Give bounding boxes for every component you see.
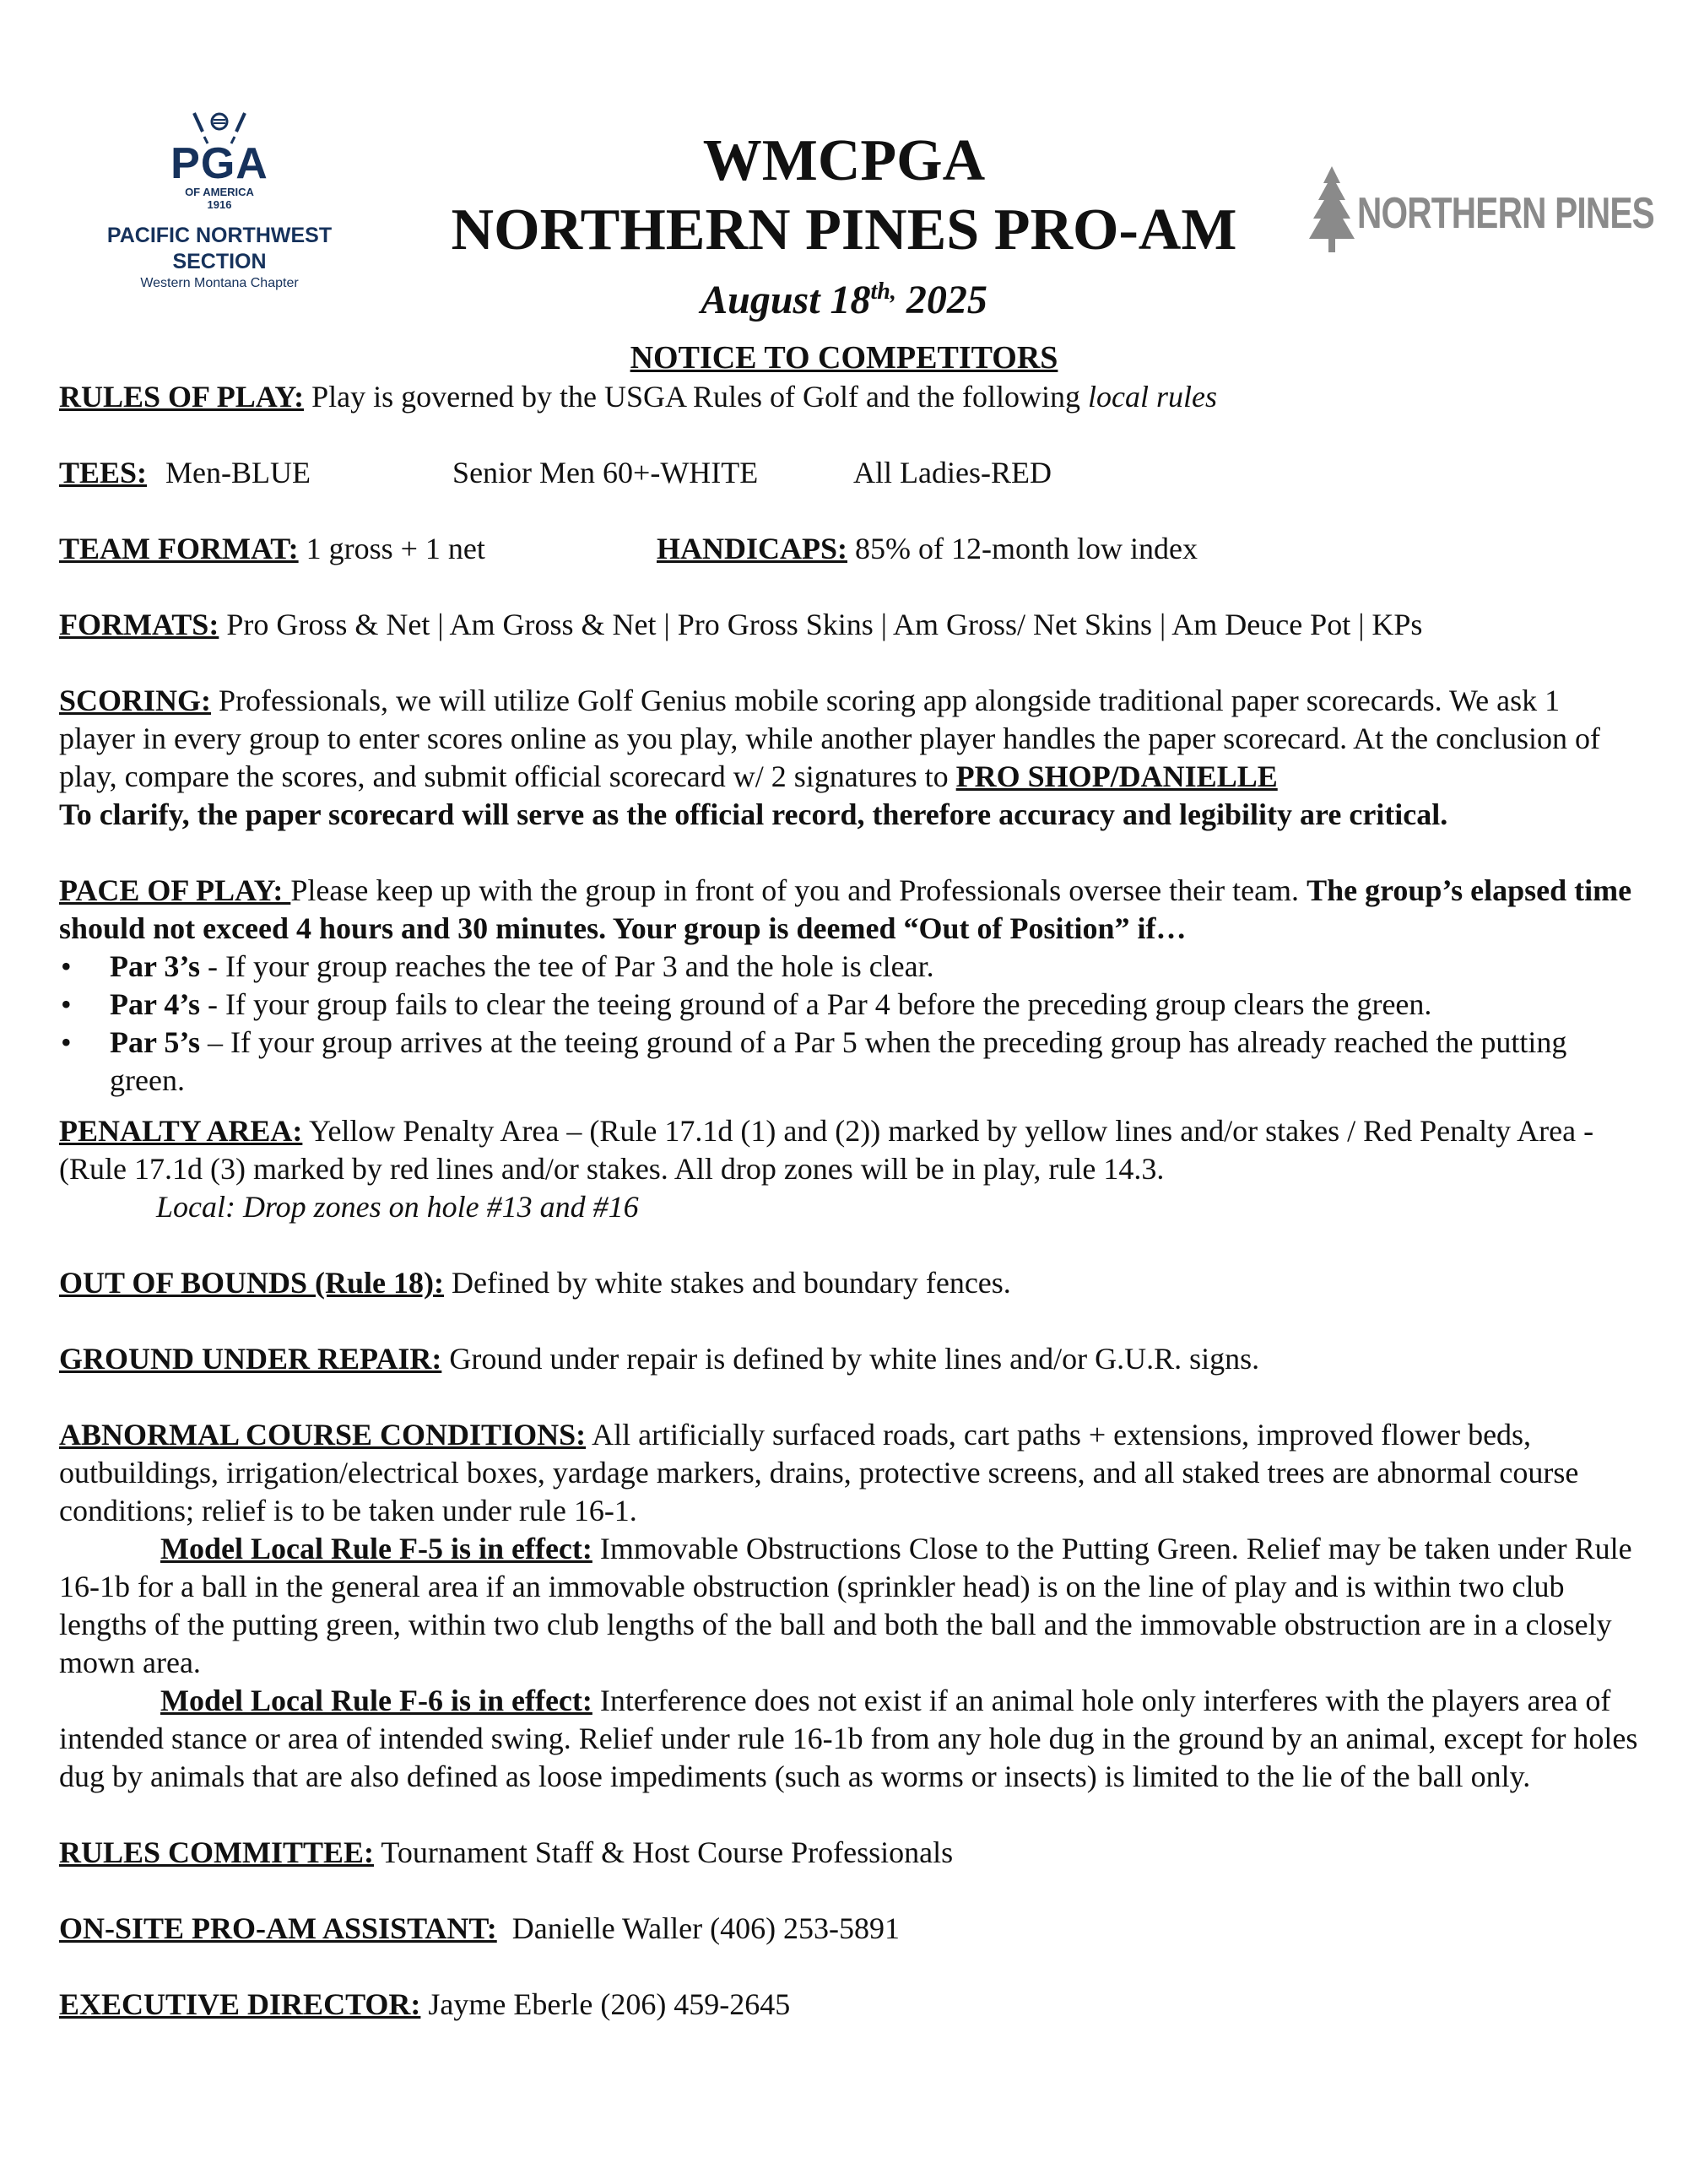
model-local-rule-f6: Model Local Rule F-6 is in effect: Interference does not exist if an animal hole only interferes with the players area of intended stance or area of intended swing. Relief under rule 16-1b from any hole dug in the ground by an animal, except for holes dug by animals that are also defined as loose impediments (such as worms or insects) is limited to the lie of the ball only. <box>59 1684 1638 1793</box>
pga-of-america: OF AMERICA <box>185 186 254 198</box>
penalty-area: PENALTY AREA: Yellow Penalty Area – (Rule 17.1d (1) and (2)) marked by yellow lines and/or stakes / Red Penalty Area - (Rule 17.1d (3) marked by red lines and/or stakes. All drop zones will be in play, rule 14.3. <box>59 1114 1594 1186</box>
model-local-rule-f5: Model Local Rule F-5 is in effect: Immovable Obstructions Close to the Putting Green. Relief may be taken under Rule 16-1b for a ball in the general area if an immovable obstruction (sprinkler head) is on the line of play and is within two club lengths of the putting green, within two club lengths of the ball and both the ball and the immovable obstruction are in a closely mown area. <box>59 1532 1632 1679</box>
pace-of-play: PACE OF PLAY: Please keep up with the group in front of you and Professionals oversee their team. The group’s elapsed time should not exceed 4 hours and 30 minutes. Your group is deemed “Out of Position” if… <box>59 873 1632 945</box>
handicaps-label: HANDICAPS: <box>657 532 848 565</box>
northern-pines-wordmark: NORTHERN PINES <box>1357 189 1654 238</box>
scoring-clarification: To clarify, the paper scorecard will serve as the official record, therefore accuracy and legibility are critical. <box>59 797 1448 831</box>
pga-chapter: Western Montana Chapter <box>140 276 299 290</box>
event-date: August $18^{th,}$ 2025 <box>701 278 987 322</box>
northern-pines-logo <box>1307 165 1654 266</box>
pga-year: 1916 <box>207 198 232 211</box>
out-of-bounds: OUT OF BOUNDS (Rule 18): Defined by white stakes and boundary fences. <box>59 1266 1011 1300</box>
rules-committee: RULES COMMITTEE: Tournament Staff & Host Course Professionals <box>59 1835 954 1869</box>
pace-bullet-par3: • Par 3’s - If your group reaches the tee of Par 3 and the hole is clear. <box>59 948 1642 986</box>
pine-tree-icon <box>1307 165 1357 257</box>
team-format: TEAM FORMAT: 1 gross + 1 net HANDICAPS: 85% of 12-month low index <box>59 532 1198 565</box>
title-wmcpga: WMCPGA <box>702 128 986 193</box>
pga-word: PGA <box>170 139 268 188</box>
notice-heading: NOTICE TO COMPETITORS <box>630 340 1058 376</box>
title-event: NORTHERN PINES PRO-AM <box>451 197 1237 262</box>
pga-logo <box>84 108 354 327</box>
pace-bullet-par4: • Par 4’s - If your group fails to clear the teeing ground of a Par 4 before the preceding group clears the green. <box>59 986 1642 1024</box>
ground-under-repair: GROUND UNDER REPAIR: Ground under repair is defined by white lines and/or G.U.R. signs. <box>59 1342 1260 1376</box>
executive-director: EXECUTIVE DIRECTOR: Jayme Eberle (206) 459-2645 <box>59 1987 791 2021</box>
pace-bullet-par5: • Par 5’s – If your group arrives at the teeing ground of a Par 5 when the preceding group has already reached the putting green. <box>59 1024 1642 1100</box>
rules-of-play: RULES OF PLAY: Play is governed by the USGA Rules of Golf and the following local rules <box>59 380 1217 414</box>
pga-section-line-2: SECTION <box>172 250 267 273</box>
pace-bullets <box>59 948 1642 1100</box>
scoring: SCORING: Professionals, we will utilize Golf Genius mobile scoring app alongside traditional paper scorecards. We ask 1 player in every group to enter scores online as you play, while another player handles the paper scorecard. At the conclusion of play, compare the scores, and submit official scorecard w/ 2 signatures to PRO SHOP/DANIELLE <box>59 684 1601 793</box>
formats: FORMATS: Pro Gross & Net | Am Gross & Net | Pro Gross Skins | Am Gross/ Net Skins | Am Deuce Pot | KPs <box>59 608 1423 641</box>
title-block <box>422 127 1266 326</box>
pga-section-line-1: PACIFIC NORTHWEST <box>106 224 333 247</box>
on-site-assistant: ON-SITE PRO-AM ASSISTANT: Danielle Waller (406) 253-5891 <box>59 1911 901 1945</box>
notice-body <box>59 378 1642 2024</box>
penalty-local: Local: Drop zones on hole #13 and #16 <box>156 1190 639 1224</box>
abnormal-conditions: ABNORMAL COURSE CONDITIONS: All artificially surfaced roads, cart paths + extensions, improved flower beds, outbuildings, irrigation/electrical boxes, yardage markers, drains, protective screens, and all staked trees are abnormal course conditions; relief is to be taken under rule 16-1. <box>59 1418 1579 1527</box>
tees: TEES: Men-BLUE Senior Men 60+-WHITE All Ladies-RED <box>59 456 1052 489</box>
